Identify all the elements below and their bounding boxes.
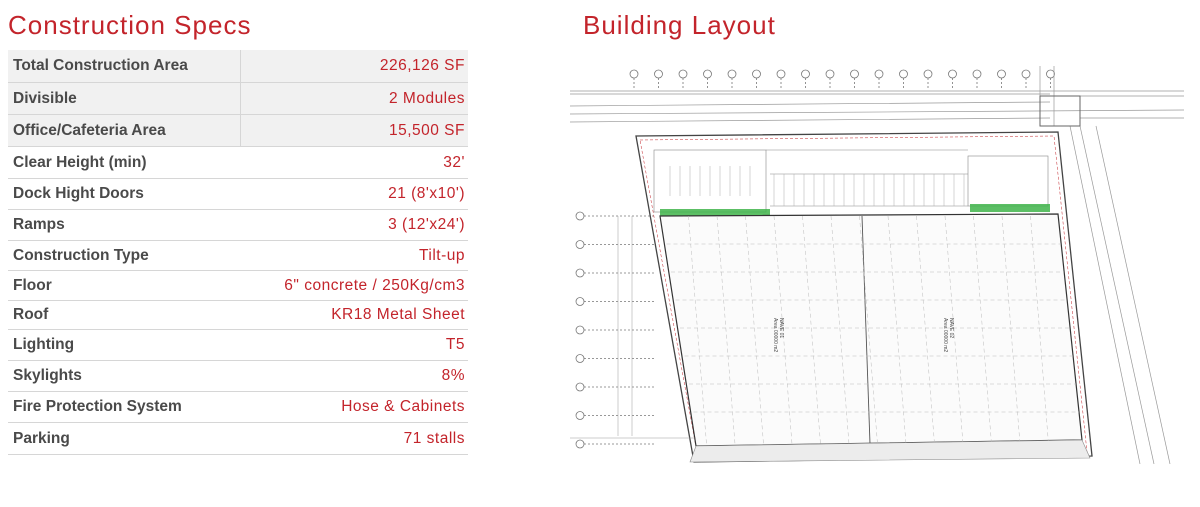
spec-value: 226,126 SF (379, 57, 465, 74)
specs-table (8, 50, 468, 455)
spec-label: Clear Height (min) (13, 153, 147, 171)
spec-label: Ramps (13, 216, 65, 233)
spec-row-lighting (8, 330, 468, 361)
spec-row-dock-doors (8, 179, 468, 210)
layout-title: Building Layout (583, 10, 776, 40)
building-layout-plan (570, 66, 1184, 464)
spec-value: Hose & Cabinets (341, 398, 465, 415)
spec-value: Tilt-up (419, 246, 465, 264)
spec-row-divisible (8, 83, 468, 115)
svg-text:Area 00000 m2: Area 00000 m2 (772, 318, 778, 353)
spec-label: Fire Protection System (13, 398, 182, 415)
spec-label: Total Construction Area (13, 50, 241, 82)
spec-value: 2 Modules (388, 89, 465, 107)
spec-value: 32' (443, 153, 465, 171)
spec-row-roof (8, 301, 468, 330)
spec-row-ramps (8, 210, 468, 241)
spec-label: Divisible (13, 83, 241, 114)
svg-text:NAVE 02: NAVE 02 (948, 318, 954, 339)
spec-value: 6" concrete / 250Kg/cm3 (284, 276, 465, 294)
specs-title: Construction Specs (8, 10, 252, 40)
spec-value: 71 stalls (403, 429, 465, 447)
spec-row-skylights (8, 361, 468, 392)
spec-label: Lighting (13, 336, 75, 353)
spec-row-clear-height (8, 147, 468, 179)
spec-label: Skylights (13, 367, 82, 384)
spec-value: 15,500 SF (388, 121, 465, 139)
spec-value: T5 (445, 336, 465, 353)
spec-row-parking (8, 423, 468, 455)
spec-value: KR18 Metal Sheet (331, 306, 465, 323)
spec-label: Parking (13, 429, 70, 447)
spec-row-fire-protection (8, 392, 468, 423)
spec-label: Office/Cafeteria Area (13, 115, 241, 146)
svg-text:NAVE 01: NAVE 01 (778, 318, 784, 339)
spec-row-floor (8, 271, 468, 301)
svg-text:Area 00000 m2: Area 00000 m2 (942, 318, 948, 353)
spec-row-construction-type (8, 241, 468, 271)
spec-value: 8% (441, 367, 465, 384)
spec-label: Floor (13, 276, 52, 294)
spec-row-total-area (8, 50, 468, 83)
spec-label: Roof (13, 306, 49, 323)
spec-value: 3 (12'x24') (388, 216, 465, 233)
spec-label: Construction Type (13, 246, 149, 264)
spec-value: 21 (8'x10') (388, 185, 465, 202)
spec-label: Dock Hight Doors (13, 185, 144, 202)
spec-row-office-area (8, 115, 468, 147)
